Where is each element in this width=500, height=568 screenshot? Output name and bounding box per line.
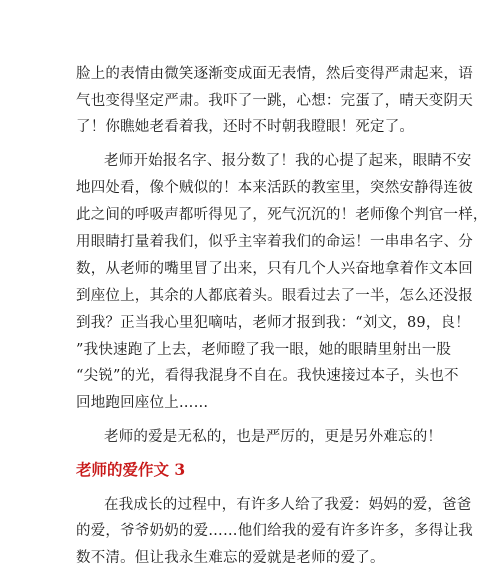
paragraph-1-line-2: 气也变得坚定严肃。我吓了一跳，心想：完蛋了，晴天变阴天: [76, 93, 473, 109]
paragraph-2-line-6: 到座位上，其余的人都底着头。眼看过去了一半，怎么还没报: [76, 288, 473, 304]
paragraph-2-line-7: 到我？正当我心里犯嘀咕，老师才报到我：“刘文，89，良！: [76, 315, 470, 331]
paragraph-2-line-1: 老师开始报名字、报分数了！我的心提了起来，眼睛不安: [104, 153, 472, 169]
paragraph-2-line-5: 数，从老师的嘴里冒了出来，只有几个人兴奋地拿着作文本回: [76, 261, 473, 277]
paragraph-2-line-9: “尖锐”的光，看得我混身不自在。我快速接过本子，头也不: [76, 368, 459, 384]
section-heading: 老师的爱作文 3: [76, 460, 186, 479]
paragraph-2-line-3: 此之间的呼吸声都听得见了，死气沉沉的！老师像个判官一样，: [76, 207, 488, 223]
paragraph-1-line-1: 脸上的表情由微笑逐渐变成面无表情，然后变得严肃起来，语: [76, 66, 473, 82]
paragraph-4-line-2: 的爱，爷爷奶奶的爱……他们给我的爱有许多许多，多得让我: [76, 523, 473, 539]
paragraph-2-line-10: 回地跑回座位上……: [76, 395, 209, 411]
paragraph-4-line-1: 在我成长的过程中，有许多人给了我爱：妈妈的爱，爸爸: [104, 497, 472, 513]
paragraph-2-line-2: 地四处看，像个贼似的！本来活跃的教室里，突然安静得连彼: [76, 180, 473, 196]
paragraph-2-line-4: 用眼睛打量着我们，似乎主宰着我们的命运！一串串名字、分: [76, 234, 473, 250]
paragraph-3-line-1: 老师的爱是无私的，也是严厉的，更是另外难忘的！: [104, 429, 443, 445]
paragraph-1-line-3: 了！你瞧她老看着我，还时不时朝我瞪眼！死定了。: [76, 119, 415, 135]
paragraph-2-line-8: ”我快速跑了上去，老师瞪了我一眼，她的眼睛里射出一股: [76, 342, 452, 358]
paragraph-4-line-3: 数不清。但让我永生难忘的爱就是老师的爱了。: [76, 550, 385, 566]
